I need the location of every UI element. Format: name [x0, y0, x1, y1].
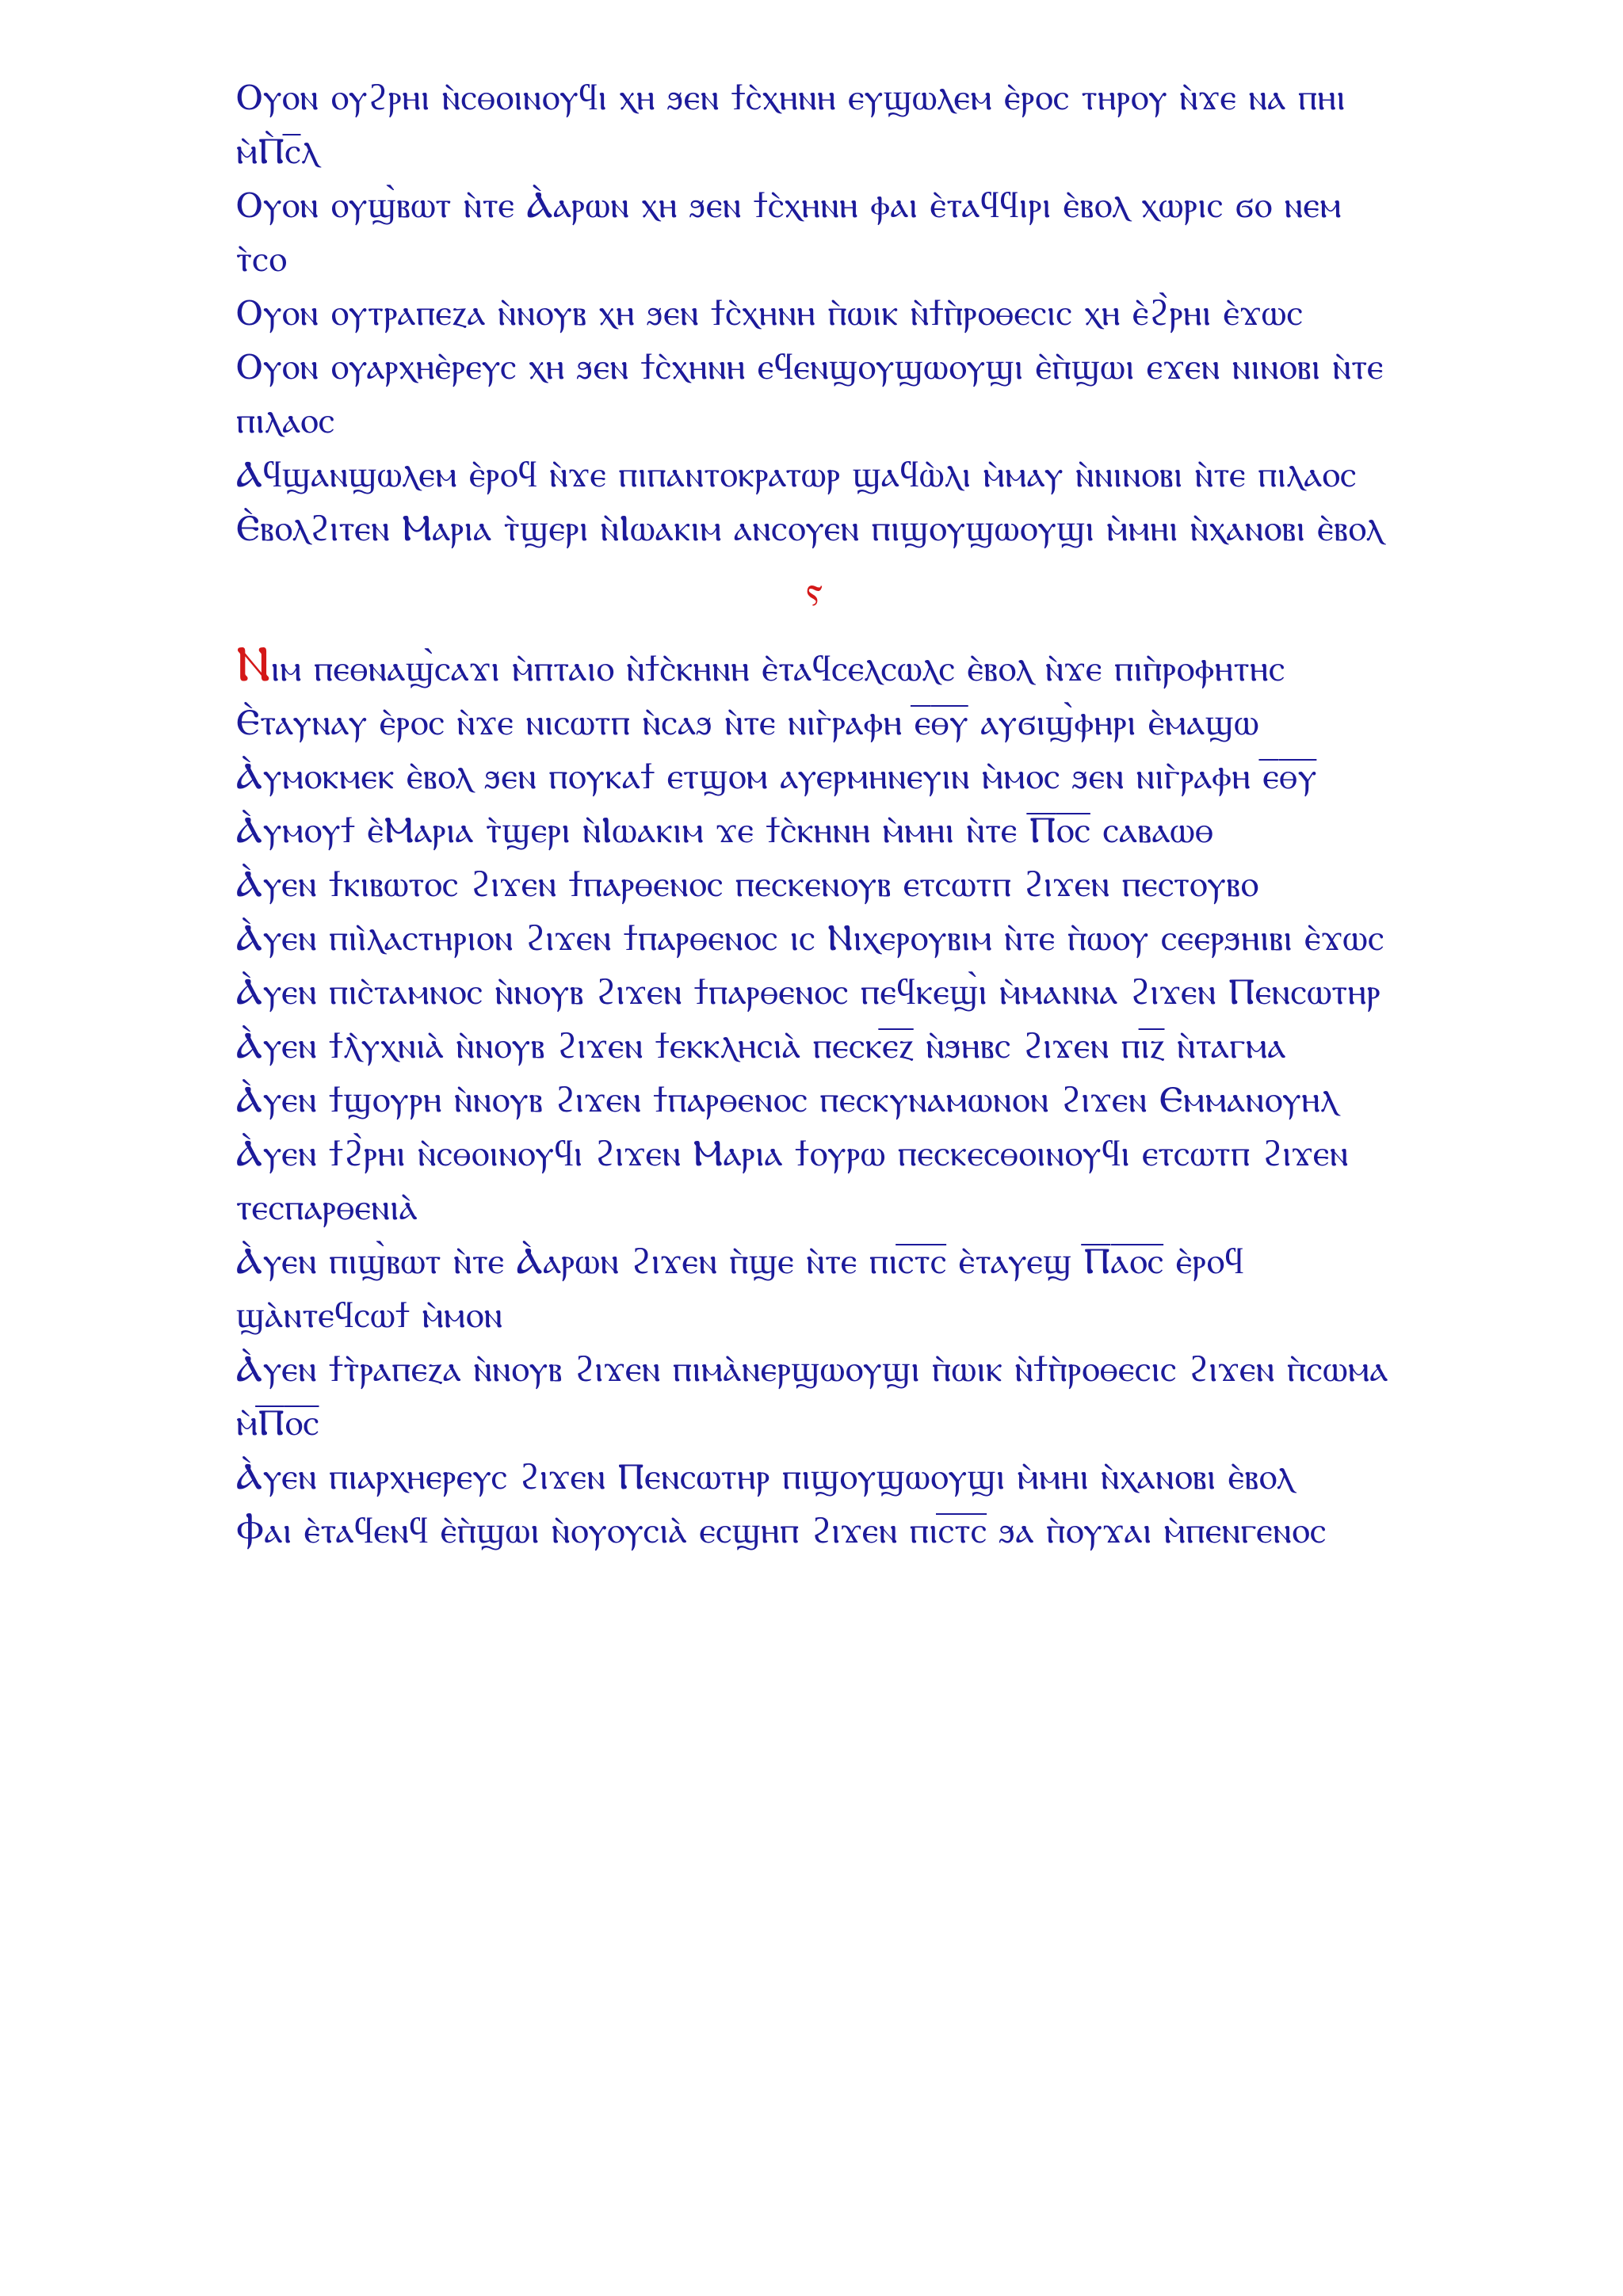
verse-line: Ⲟⲩⲟⲛ ⲟⲩϣ̀ⲃⲱⲧ ⲛ̀ⲧⲉ Ⲁ̀ⲁⲣⲱⲛ ⲭⲏ ϧⲉⲛ ϯⲥ̀ⲭⲏⲛⲏ ⲫⲁⲓ ⲉ̀ⲧⲁϥϥⲓⲣⲓ ⲉ̀ⲃⲟⲗ ⲭⲱⲣⲓⲥ ϭⲟ ⲛⲉⲙ ⲧ̀ⲥⲟ [236, 183, 1342, 280]
verse-line-first [236, 637, 1393, 695]
verse-line: Ⲉ̀ⲧⲁⲩⲛⲁⲩ ⲉ̀ⲣⲟⲥ ⲛ̀ϫⲉ ⲛⲓⲥⲱⲧⲡ ⲛ̀ⲥⲁϧ ⲛ̀ⲧⲉ ⲛⲓⲅ̀ⲣⲁⲫⲏ ⲉ̅ⲑ̅ⲩ̅ ⲁⲩϭⲓϣ̀ⲫⲏⲣⲓ ⲉ̀ⲙⲁϣⲱ [236, 700, 1259, 743]
verse-line: Ⲟⲩⲟⲛ ⲟⲩⲧⲣⲁⲡⲉⲍⲁ ⲛ̀ⲛⲟⲩⲃ ⲭⲏ ϧⲉⲛ ϯⲥ̀ⲭⲏⲛⲏ ⲡ̀ⲱⲓⲕ ⲛ̀ϯⲡ̀ⲣⲟⲑⲉⲥⲓⲥ ⲭⲏ ⲉ̀ϩ̀ⲣⲏⲓ ⲉ̀ϫⲱⲥ [236, 291, 1304, 334]
verse-line: Ⲁ̀ⲩⲉⲛ ϯⲧ̀ⲣⲁⲡⲉⲍⲁ ⲛ̀ⲛⲟⲩⲃ ϩⲓϫⲉⲛ ⲡⲓⲙⲁ̀ⲛⲉⲣϣⲱⲟⲩϣⲓ ⲡ̀ⲱⲓⲕ ⲛ̀ϯⲡ̀ⲣⲟⲑⲉⲥⲓⲥ ϩⲓϫⲉⲛ ⲡ̀ⲥⲱⲙⲁ ⲙ̀Ⲡ̅ⲟ̅ⲥ̅ [236, 1347, 1388, 1444]
verse-line: Ⲁ̀ⲩⲉⲛ ⲡⲓϣ̀ⲃⲱⲧ ⲛ̀ⲧⲉ Ⲁ̀ⲁⲣⲱⲛ ϩⲓϫⲉⲛ ⲡ̀ϣⲉ ⲛ̀ⲧⲉ ⲡⲓⲥ̅ⲧ̅ⲥ̅ ⲉ̀ⲧⲁⲩⲉϣ Ⲡ̅ⲁ̅ⲟ̅ⲥ̅ ⲉ̀ⲣⲟϥ ϣⲁ̀ⲛⲧⲉϥⲥⲱϯ ⲙ̀ⲙⲟⲛ [236, 1239, 1244, 1336]
verse-line: Ⲁ̀ⲩⲉⲛ ϯϣⲟⲩⲣⲏ ⲛ̀ⲛⲟⲩⲃ ϩⲓϫⲉⲛ ϯⲡⲁⲣⲑⲉⲛⲟⲥ ⲡⲉⲥⲕⲩⲛⲁⲙⲱⲛⲟⲛ ϩⲓϫⲉⲛ Ⲉⲙⲙⲁⲛⲟⲩⲏⲗ [236, 1077, 1338, 1120]
verse-line: Ⲁ̀ⲩⲙⲟⲩϯ ⲉ̀Ⲙⲁⲣⲓⲁ ⲧ̀ϣⲉⲣⲓ ⲛ̀Ⲓⲱⲁⲕⲓⲙ ϫⲉ ϯⲥ̀ⲕⲏⲛⲏ ⲙ̀ⲙⲏⲓ ⲛ̀ⲧⲉ Ⲡ̅ⲟ̅ⲥ̅ ⲥⲁⲃⲁⲱⲑ [236, 808, 1214, 851]
first-verse-text: ⲓⲙ ⲡⲉⲑⲛⲁϣ̀ⲥⲁϫⲓ ⲙ̀ⲡⲧⲁⲓⲟ ⲛ̀ϯⲥ̀ⲕⲏⲛⲏ ⲉ̀ⲧⲁϥⲥⲉⲗⲥⲱⲗⲥ ⲉ̀ⲃⲟⲗ ⲛ̀ϫⲉ ⲡⲓⲡ̀ⲣⲟⲫⲏⲧⲏⲥ [270, 646, 1285, 689]
verse-block-two [236, 637, 1393, 1557]
verse-line: Ⲉ̀ⲃⲟⲗϩⲓⲧⲉⲛ Ⲙⲁⲣⲓⲁ ⲧ̀ϣⲉⲣⲓ ⲛ̀Ⲓⲱⲁⲕⲓⲙ ⲁⲛⲥⲟⲩⲉⲛ ⲡⲓϣⲟⲩϣⲱⲟⲩϣⲓ ⲙ̀ⲙⲏⲓ ⲛ̀ⲭⲁⲛⲟⲃⲓ ⲉ̀ⲃⲟⲗ [236, 506, 1384, 549]
verse-line: Ⲁ̀ⲩⲉⲛ ϯⲕⲓⲃⲱⲧⲟⲥ ϩⲓϫⲉⲛ ϯⲡⲁⲣⲑⲉⲛⲟⲥ ⲡⲉⲥⲕⲉⲛⲟⲩⲃ ⲉⲧⲥⲱⲧⲡ ϩⲓϫⲉⲛ ⲡⲉⲥⲧⲟⲩⲃⲟ [236, 862, 1259, 905]
drop-initial: Ⲛ [236, 635, 271, 692]
verse-line: Ⲟⲩⲟⲛ ⲟⲩϩⲣⲏⲓ ⲛ̀ⲥⲑⲟⲓⲛⲟⲩϥⲓ ⲭⲏ ϧⲉⲛ ϯⲥ̀ⲭⲏⲛⲏ ⲉⲩϣⲱⲗⲉⲙ ⲉ̀ⲣⲟⲥ ⲧⲏⲣⲟⲩ ⲛ̀ϫⲉ ⲛⲁ ⲡⲏⲓ ⲙ̀Ⲡ̀ⲥ̅ⲗ [236, 75, 1346, 172]
section-number: ⲋ [806, 567, 823, 615]
verse-line: Ⲁ̀ⲩⲉⲛ ⲡⲓⲁⲣⲭⲏⲉⲣⲉⲩⲥ ϩⲓϫⲉⲛ Ⲡⲉⲛⲥⲱⲧⲏⲣ ⲡⲓϣⲟⲩϣⲱⲟⲩϣⲓ ⲙ̀ⲙⲏⲓ ⲛ̀ⲭⲁⲛⲟⲃⲓ ⲉ̀ⲃⲟⲗ [236, 1455, 1294, 1497]
verse-line: Ⲫⲁⲓ ⲉ̀ⲧⲁϥⲉⲛϥ ⲉ̀ⲡ̀ϣⲱⲓ ⲛ̀ⲟⲩⲟⲩⲥⲓⲁ̀ ⲉⲥϣⲏⲡ ϩⲓϫⲉⲛ ⲡⲓⲥ̅ⲧ̅ⲥ̅ ϧⲁ ⲡ̀ⲟⲩϫⲁⲓ ⲙ̀ⲡⲉⲛⲅⲉⲛⲟⲥ [236, 1508, 1327, 1551]
verse-line: Ⲟⲩⲟⲛ ⲟⲩⲁⲣⲭⲏⲉ̀ⲣⲉⲩⲥ ⲭⲏ ϧⲉⲛ ϯⲥ̀ⲭⲏⲛⲏ ⲉϥⲉⲛϣⲟⲩϣⲱⲟⲩϣⲓ ⲉ̀ⲡ̀ϣⲱⲓ ⲉϫⲉⲛ ⲛⲓⲛⲟⲃⲓ ⲛ̀ⲧⲉ ⲡⲓⲗⲁⲟⲥ [236, 345, 1384, 441]
verse-line: Ⲁ̀ⲩⲉⲛ ⲡⲓⲓ̀ⲗⲁⲥⲧⲏⲣⲓⲟⲛ ϩⲓϫⲉⲛ ϯⲡⲁⲣⲑⲉⲛⲟⲥ ⲓⲥ Ⲛⲓⲭⲉⲣⲟⲩⲃⲓⲙ ⲛ̀ⲧⲉ ⲡ̀ⲱⲟⲩ ⲥⲉⲉⲣϧⲏⲓⲃⲓ ⲉ̀ϫⲱⲥ [236, 916, 1384, 959]
verse-line: Ⲁ̀ⲩⲙⲟⲕⲙⲉⲕ ⲉ̀ⲃⲟⲗ ϧⲉⲛ ⲡⲟⲩⲕⲁϯ ⲉⲧϣⲟⲙ ⲁⲩⲉⲣⲙⲏⲛⲉⲩⲓⲛ ⲙ̀ⲙⲟⲥ ϧⲉⲛ ⲛⲓⲅ̀ⲣⲁⲫⲏ ⲉ̅ⲑ̅ⲩ̅ [236, 754, 1317, 797]
document-page [236, 70, 1393, 1557]
verse-line: Ⲁ̀ⲩⲉⲛ ⲡⲓⲥ̀ⲧⲁⲙⲛⲟⲥ ⲛ̀ⲛⲟⲩⲃ ϩⲓϫⲉⲛ ϯⲡⲁⲣⲑⲉⲛⲟⲥ ⲡⲉϥⲕⲉϣ̀ⲓ ⲙ̀ⲙⲁⲛⲛⲁ ϩⲓϫⲉⲛ Ⲡⲉⲛⲥⲱⲧⲏⲣ [236, 970, 1381, 1013]
verse-line: Ⲁϥϣⲁⲛϣⲱⲗⲉⲙ ⲉ̀ⲣⲟϥ ⲛ̀ϫⲉ ⲡⲓⲡⲁⲛⲧⲟⲕⲣⲁⲧⲱⲣ ϣⲁϥⲱ̀ⲗⲓ ⲙ̀ⲙⲁⲩ ⲛ̀ⲛⲓⲛⲟⲃⲓ ⲛ̀ⲧⲉ ⲡⲓⲗⲁⲟⲥ [236, 452, 1357, 495]
verse-block-one [236, 70, 1393, 555]
verse-line: Ⲁ̀ⲩⲉⲛ ϯϩ̀ⲣⲏⲓ ⲛ̀ⲥⲑⲟⲓⲛⲟⲩϥⲓ ϩⲓϫⲉⲛ Ⲙⲁⲣⲓⲁ ϯⲟⲩⲣⲱ ⲡⲉⲥⲕⲉⲥⲑⲟⲓⲛⲟⲩϥⲓ ⲉⲧⲥⲱⲧⲡ ϩⲓϫⲉⲛ ⲧⲉⲥⲡⲁⲣⲑⲉⲛⲓⲁ̀ [236, 1131, 1349, 1228]
verse-line: Ⲁ̀ⲩⲉⲛ ϯⲗ̀ⲩⲭⲛⲓⲁ̀ ⲛ̀ⲛⲟⲩⲃ ϩⲓϫⲉⲛ ϯⲉⲕⲕⲗⲏⲥⲓⲁ̀ ⲡⲉⲥⲕⲉ̅ⲍ̅ ⲛ̀ϧⲏⲃⲥ ϩⲓϫⲉⲛ ⲡⲓ̅ⲍ̅ ⲛ̀ⲧⲁⲅⲙⲁ [236, 1024, 1286, 1066]
